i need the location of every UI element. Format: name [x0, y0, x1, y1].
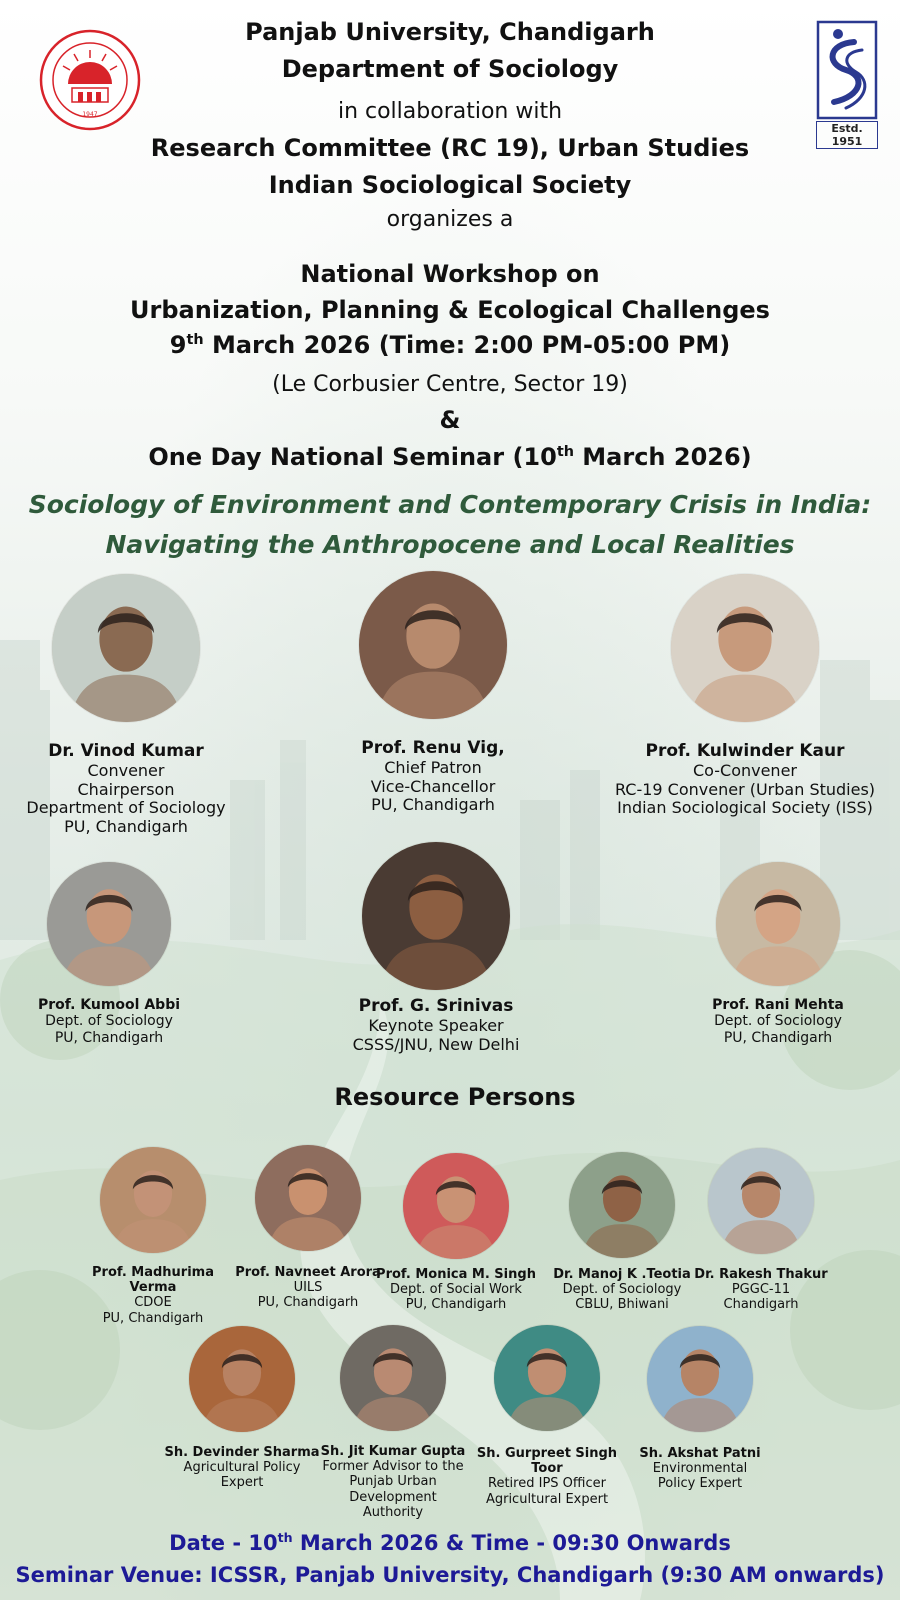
- resource-person-photo: [647, 1326, 753, 1432]
- resource-person-role-line: PU, Chandigarh: [257, 1295, 359, 1311]
- seminar-suffix: th: [556, 444, 574, 460]
- resource-person-photo: [340, 1325, 446, 1431]
- resource-person-role-line: Environmental: [652, 1461, 748, 1477]
- theme-line2: Navigating the Anthropocene and Local Realities: [105, 530, 795, 559]
- workshop-date-rest: March 2026 (Time: 2:00 PM-05:00 PM): [203, 331, 731, 359]
- logo-caption: Estd. 1951: [816, 121, 878, 149]
- organiser-photo: [671, 574, 819, 722]
- organiser-name: Prof. Kulwinder Kaur: [645, 741, 845, 761]
- organiser-photo: [47, 862, 171, 986]
- organiser-photo: [52, 574, 200, 722]
- resource-person-role-line: PU, Chandigarh: [405, 1297, 507, 1313]
- organiser-caption: [316, 997, 556, 1054]
- organiser-role-line: Convener: [87, 760, 165, 780]
- resource-person-photo: [403, 1153, 509, 1259]
- resource-person-role-line: Dept. of Social Work: [390, 1282, 522, 1298]
- resource-person-name: Prof. Navneet Arora: [235, 1265, 381, 1280]
- seminar-line: [0, 443, 900, 471]
- resource-person-role-line: Agricultural Expert: [485, 1491, 609, 1507]
- organiser-role-line: PU, Chandigarh: [54, 1029, 164, 1046]
- resource-persons-title: Resource Persons: [334, 1083, 576, 1111]
- ampersand: &: [439, 406, 461, 434]
- organiser-caption: [595, 742, 895, 818]
- organiser-name: Dr. Vinod Kumar: [48, 741, 204, 761]
- resource-person-photo: [494, 1325, 600, 1431]
- resource-person-caption: [376, 1267, 536, 1313]
- university-name: Panjab University, Chandigarh: [245, 18, 655, 46]
- organiser-name: Prof. Renu Vig,: [361, 738, 505, 758]
- workshop-date-suffix: th: [186, 332, 204, 348]
- resource-person-caption: [467, 1446, 627, 1507]
- society-name: Indian Sociological Society: [268, 171, 632, 199]
- resource-person-caption: [313, 1444, 473, 1520]
- organiser-photo: [359, 571, 507, 719]
- resource-person-caption: [620, 1446, 780, 1492]
- organiser-role-line: RC-19 Convener (Urban Studies): [614, 779, 876, 799]
- organiser-name: Prof. G. Srinivas: [358, 996, 514, 1016]
- resource-person-photo: [569, 1152, 675, 1258]
- resource-person-role-line: Former Advisor to the: [322, 1459, 464, 1475]
- workshop-date: [0, 331, 900, 359]
- organiser-role-line: CSSS/JNU, New Delhi: [352, 1034, 520, 1054]
- resource-person-role-line: Agricultural Policy: [183, 1460, 301, 1476]
- resource-person-role-line: Retired IPS Officer: [488, 1476, 606, 1492]
- resource-person-role-line: PGGC-11: [731, 1282, 791, 1298]
- footer-venue: Seminar Venue: ICSSR, Panjab University, Chandigarh (9:30 AM onwards): [15, 1563, 885, 1587]
- footer-date-pre: Date - 10: [169, 1531, 278, 1555]
- workshop-venue: (Le Corbusier Centre, Sector 19): [272, 372, 628, 397]
- organizes-text: organizes a: [386, 207, 514, 232]
- resource-person-name: Prof. Monica M. Singh: [376, 1267, 536, 1282]
- resource-person-caption: [228, 1265, 388, 1311]
- organiser-name: Prof. Kumool Abbi: [37, 997, 181, 1013]
- resource-person-caption: [542, 1267, 702, 1313]
- resource-person-name: Sh. Jit Kumar Gupta: [320, 1444, 466, 1459]
- organiser-role-line: Indian Sociological Society (ISS): [617, 798, 873, 818]
- resource-person-caption: [681, 1267, 841, 1313]
- organiser-caption: [313, 739, 553, 815]
- organiser-role-line: Vice-Chancellor: [370, 776, 496, 796]
- resource-person-photo: [100, 1147, 206, 1253]
- resource-person-role-line: Chandigarh: [723, 1297, 799, 1313]
- resource-person-role-line: Expert: [220, 1475, 264, 1491]
- resource-person-name: Dr. Rakesh Thakur: [694, 1267, 828, 1282]
- resource-person-name: Sh. Devinder Sharma: [164, 1445, 320, 1460]
- resource-person-photo: [189, 1326, 295, 1432]
- organiser-role-line: Dept. of Sociology: [714, 1013, 842, 1030]
- organiser-role-line: PU, Chandigarh: [64, 817, 188, 837]
- workshop-date-day: 9: [169, 331, 187, 359]
- organiser-role-line: Chairperson: [77, 779, 175, 799]
- department-name: Department of Sociology: [281, 55, 619, 83]
- footer-date-suffix: th: [277, 1530, 293, 1545]
- resource-person-photo: [255, 1145, 361, 1251]
- organiser-role-line: PU, Chandigarh: [371, 795, 495, 815]
- resource-person-role-line: Policy Expert: [657, 1476, 743, 1492]
- resource-person-name: Prof. Madhurima Verma: [92, 1265, 214, 1296]
- resource-person-role-line: UILS: [293, 1280, 323, 1296]
- resource-person-role-line: Dept. of Sociology: [562, 1282, 682, 1298]
- organiser-caption: [9, 997, 209, 1046]
- organiser-role-line: PU, Chandigarh: [723, 1029, 833, 1046]
- organiser-name: Prof. Rani Mehta: [712, 997, 844, 1013]
- resource-person-name: Dr. Manoj K .Teotia: [553, 1267, 691, 1282]
- organiser-photo: [362, 842, 510, 990]
- resource-person-role-line: CBLU, Bhiwani: [575, 1297, 669, 1313]
- organiser-role-line: Keynote Speaker: [368, 1015, 504, 1035]
- resource-person-role-line: Punjab Urban: [349, 1474, 437, 1490]
- research-committee-name: Research Committee (RC 19), Urban Studies: [150, 134, 750, 162]
- resource-person-role-line: PU, Chandigarh: [102, 1310, 204, 1326]
- organiser-role-line: Dept. of Sociology: [45, 1013, 173, 1030]
- organiser-caption: [6, 742, 246, 837]
- seminar-post: March 2026): [573, 443, 752, 471]
- organiser-photo: [716, 862, 840, 986]
- workshop-title-line2: Urbanization, Planning & Ecological Challenges: [130, 296, 770, 324]
- footer-date-post: March 2026 & Time - 09:30 Onwards: [292, 1531, 731, 1555]
- organiser-caption: [678, 997, 878, 1046]
- resource-person-role-line: Development: [349, 1489, 437, 1505]
- resource-person-name: Sh. Akshat Patni: [639, 1446, 761, 1461]
- resource-person-caption: [73, 1265, 233, 1326]
- seal-year: 1947: [82, 111, 98, 118]
- organiser-role-line: Co-Convener: [692, 760, 797, 780]
- seminar-pre: One Day National Seminar (10: [148, 443, 557, 471]
- resource-person-role-line: Authority: [362, 1504, 424, 1520]
- workshop-title-line1: National Workshop on: [300, 260, 600, 288]
- footer-date: [0, 1530, 900, 1555]
- collaboration-text: in collaboration with: [337, 99, 563, 124]
- organiser-role-line: Chief Patron: [384, 757, 482, 777]
- organiser-role-line: Department of Sociology: [26, 798, 226, 818]
- resource-person-photo: [708, 1148, 814, 1254]
- resource-person-role-line: CDOE: [134, 1295, 172, 1311]
- resource-person-name: Sh. Gurpreet Singh Toor: [476, 1446, 618, 1477]
- theme-line1: Sociology of Environment and Contemporary Crisis in India:: [28, 490, 872, 519]
- resource-person-caption: [162, 1445, 322, 1491]
